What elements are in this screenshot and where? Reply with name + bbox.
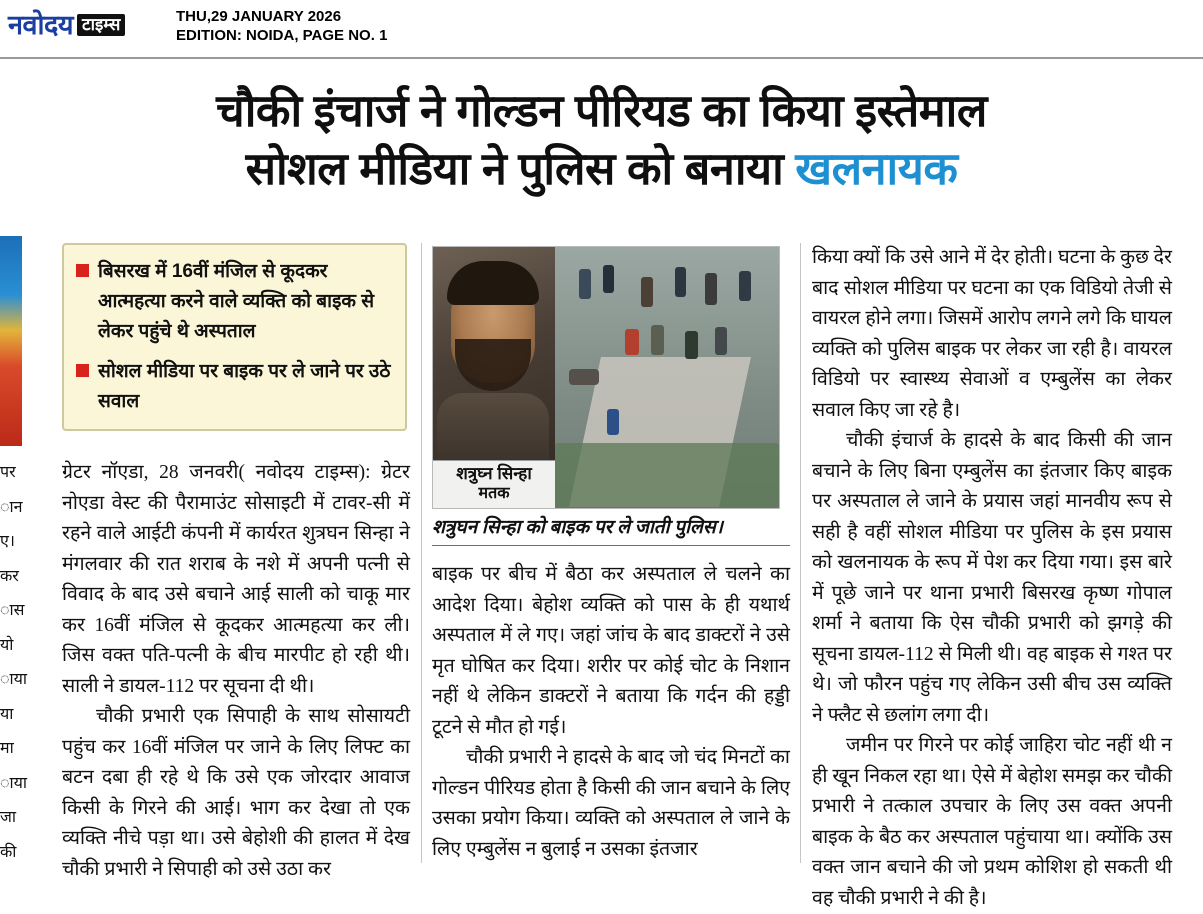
headline-line-2 (0, 140, 1203, 198)
edition-info (176, 7, 387, 45)
column-divider (800, 243, 801, 863)
scene-grass (555, 443, 779, 508)
body-column-2 (432, 560, 790, 865)
portrait-name-plate (433, 460, 555, 508)
summary-item (76, 257, 395, 347)
scene-figure (715, 327, 727, 355)
paragraph: किया क्यों कि उसे आने में देर होती। घटना के कुछ देर बाद सोशल मीडिया पर घटना का एक विडियो तेजी से वायरल होने लगा। जिसमें आरोप लगने लगे कि घायल व्यक्ति को पुलिस बाइक पर लेकर जा रही है। वायरल विडियो पर स्वास्थ्य सेवाओं व एम्बुलेंस का लेकर सवाल किए जा रहे है। (812, 247, 1172, 421)
scene-figure (603, 265, 614, 293)
article-headline (0, 82, 1203, 198)
body-column-3 (812, 243, 1172, 914)
paragraph: जमीन पर गिरने पर कोई जाहिरा चोट नहीं थी न ही खून निकल रहा था। ऐसे में बेहोश समझ कर चौकी प्रभारी ने तत्काल उपचार के लिए उस वक्त अपनी बाइक के बैठ कर अस्पताल पहुंचाया था। क्योंकि उस वक्त जान बचाने की जो प्रथम कोशिश हो सकती थी वह चौकी प्रभारी ने की है। (812, 735, 1172, 909)
portrait-beard (455, 339, 531, 391)
masthead (0, 0, 1203, 58)
scene-bike (569, 369, 599, 385)
caption-divider (432, 545, 790, 546)
headline-line-2-plain: सोशल मीडिया ने पुलिस को बनाया (245, 143, 796, 194)
headline-accent-word: खलनायक (795, 143, 958, 194)
victim-status: मतक (478, 485, 510, 502)
scene-figure (579, 269, 591, 299)
edition-and-page: EDITION: NOIDA, PAGE NO. 1 (176, 27, 388, 44)
adjacent-column-edge (0, 236, 28, 861)
scene-figure (685, 331, 698, 359)
scene-figure (675, 267, 686, 297)
paragraph: चौकी इंचार्ज के हादसे के बाद किसी की जान बचाने के लिए बिना एम्बुलेंस का इंतजार किए बाइक पर अस्पताल ले जाने के प्रयास जहां मानवीय रूप से सही है वहीं सोशल मीडिया पर पुलिस के इस प्रयास को खलनायक के रूप में पेश कर दिया गया। इस बारे में पूछे जाने पर थाना प्रभारी बिसरख कृष्ण गोपाल शर्मा ने बताया कि ऐस चौकी प्रभारी को झगड़े की सूचना डायल-112 से मिली थी। वह बाइक से गश्त पर थे। जो फौरन पहुंच गए लेकिन उसी बीच उस व्यक्ति ने फ्लैट से छलांग लगा दी। (812, 430, 1172, 726)
scene-figure (705, 273, 717, 305)
scene-figure-red (625, 329, 639, 355)
paragraph: चौकी प्रभारी एक सिपाही के साथ सोसायटी पहुंच कर 16वीं मंजिल पर जाने के लिए लिफ्ट का बटन दबा ही रहे थे कि उसे एक जोरदार आवाज किसी के गिरने की आई। भाग कर देखा तो एक व्यक्ति नीचे पड़ा था। उसे बेहोशी की हालत में देख चौकी प्रभारी ने सिपाही को उसे उठा कर (62, 706, 410, 880)
column-divider (421, 243, 422, 863)
logo-english-text: टाइम्स (77, 14, 125, 36)
headline-line-1: चौकी इंचार्ज ने गोल्डन पीरियड का किया इस्तेमाल (216, 85, 987, 136)
paragraph: चौकी प्रभारी ने हादसे के बाद जो चंद मिनटों का गोल्डन पीरियड होता है किसी की जान बचाने के लिए उसका प्रयोग किया। व्यक्ति को अस्पताल ले जाने के लिए एम्बुलेंस न बुलाई न उसका इंतजार (432, 747, 790, 860)
summary-box (62, 243, 407, 431)
edge-advert-image (0, 236, 22, 446)
victim-name: शत्रुघ्न सिन्हा (456, 464, 532, 483)
scene-figure (651, 325, 664, 355)
masthead-divider (0, 57, 1203, 59)
edge-clipped-text: पर ान ए। कर ास यो ाया या मा ाया जा की (0, 464, 28, 861)
square-bullet-icon (76, 364, 89, 377)
scene-figure-child (607, 409, 619, 435)
article-photo (432, 246, 780, 509)
square-bullet-icon (76, 264, 89, 277)
summary-item-text: सोशल मीडिया पर बाइक पर ले जाने पर उठे सवाल (98, 361, 391, 412)
scene-figure (641, 277, 653, 307)
scene-figure (739, 271, 751, 301)
portrait-hair (447, 261, 539, 305)
victim-portrait (433, 247, 555, 508)
newspaper-logo (8, 8, 168, 42)
photo-caption: शत्रुघन सिन्हा को बाइक पर ले जाती पुलिस। (432, 517, 723, 538)
summary-item-text: बिसरख में 16वीं मंजिल से कूदकर आत्महत्या करने वाले व्यक्ति को बाइक से लेकर पहुंचे थे अस्पताल (98, 261, 375, 342)
logo-hindi-text: नवोदय (8, 9, 73, 40)
paragraph: ग्रेटर नॉएडा, 28 जनवरी( नवोदय टाइम्स): ग्रेटर नोएडा वेस्ट की पैरामाउंट सोसाइटी में टावर-सी में रहने वाले आईटी कंपनी में कार्यरत शुत्रघन सिन्हा ने मंगलवार की रात शराब के नशे में अपनी पत्नी से विवाद के बाद उसे बचाने आई साली को चाकू मार कर 16वीं मंजिल से कूदकर आत्महत्या कर ली। जिस वक्त पति-पत्नी के बीच मारपीट हो रही थी। साली ने डायल-112 पर सूचना दी थी। (62, 462, 410, 697)
publication-date: THU,29 JANUARY 2026 (176, 8, 342, 25)
body-column-1 (62, 458, 410, 885)
paragraph: बाइक पर बीच में बैठा कर अस्पताल ले चलने का आदेश दिया। बेहोश व्यक्ति को पास के ही यथार्थ अस्पताल में ले गए। जहां जांच के बाद डाक्टरों ने उसे मृत घोषित कर दिया। शरीर पर कोई चोट के निशान नहीं थे लेकिन डाक्टरों ने बताया कि गर्दन की हड्डी टूटने से मौत हो गई। (432, 564, 790, 738)
summary-item (76, 357, 395, 417)
scene-photo (555, 247, 779, 508)
